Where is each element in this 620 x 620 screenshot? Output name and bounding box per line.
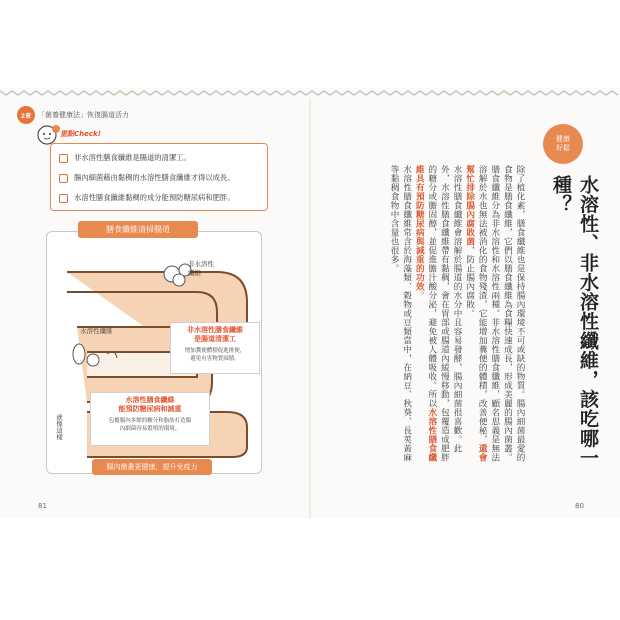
callout-body: 增加糞便體積促進排便， 避免有害物質囤積。 [184,348,246,362]
checklist-item[interactable] [59,153,191,163]
book-gutter [309,98,311,518]
body-paragraph: 水溶性膳食纖維常含於海藻類、穀物或豆類當中，在納豆、秋葵、長莢黃麻等黏稠食物中含量也很多。 [389,165,412,462]
body-paragraph: 水溶性膳食纖維會溶解於腸道的水分中且容易發酵，腸內細菌很喜歡。此外，水溶性膳食纖維帶有黏稠，會在胃部或腸道內緩慢移動，包覆造成肥胖的糖分或膽固醇，並促進膽汁酸分泌，避免被人體吸收。所以 [426,165,463,462]
body-text [348,165,526,465]
side-note: 就像這樣 [55,414,63,440]
body-paragraph: 。 [414,291,425,300]
soluble-callout [90,392,210,446]
checkbox-icon[interactable] [59,174,68,183]
body-paragraph: 膳食纖維分為非水溶性和水溶性兩種。非水溶性膳食纖維，顧名思義是無法溶解於水也無法被消化的食物殘渣，它能增加糞便的體積，改善便秘， [477,165,500,462]
emphasis-text: 水溶性膳食纖維具有預防糖尿病與減重的功效 [414,165,437,462]
page-title: 水溶性、非水溶性纖維，該吃哪一種？ [550,175,599,468]
zigzag-border [0,88,620,98]
callout-body: 包覆腸內多餘的糖分和脂肪打造腸 內細菌容易繁殖的環境。 [108,418,192,432]
illustration-title: 膳食纖維清掃腸道 [78,221,198,238]
body-paragraph: ，防止腸內腐敗。 [464,246,475,318]
checklist-item[interactable] [59,173,235,183]
section-badge: 健康 好鬆 [543,124,583,164]
page-number-right: 80 [575,502,584,510]
page-number-left: 81 [38,502,47,510]
bottom-banner: 腸內菌叢更健康，提升免疫力 [92,459,212,475]
checklist-text: 非水溶性膳食纖維是腸道的清潔工。 [74,153,191,162]
callout-heading: 水溶性膳食纖維 能預防糖尿病和減重 [118,396,182,413]
checklist-text: 腸內細菌藉由黏稠的水溶性膳食纖維才得以成長。 [74,173,235,182]
checklist-card [50,143,268,211]
callout-heading: 非水溶性膳食纖維 是腸道清潔工 [187,326,243,343]
check-title: 重點Check! [60,130,101,138]
chapter-badge: 2章 [17,106,35,124]
emphasis-text: 還會幫忙排除腸內腐敗菌 [464,165,488,462]
checkbox-icon[interactable] [59,154,68,163]
insoluble-fiber-label: 非水溶性 纖維 [188,260,214,277]
insoluble-callout [170,322,260,374]
checklist-text: 水溶性膳食纖維黏稠的成分能預防糖尿病和肥胖。 [74,193,235,202]
body-paragraph: 除了植化素，膳食纖維也是保持腸內環境不可或缺的物質。腸內細菌最愛的食物是膳食纖維，它們以膳食纖維為食糧快速成長，形成美麗的腸內菌叢。 [502,165,525,462]
running-head: 「菌養健康法」恢復腸道活力 [38,111,129,119]
soluble-fiber-label: 水溶性纖維 [80,327,113,335]
checkbox-icon[interactable] [59,194,68,203]
checklist-item[interactable] [59,193,235,203]
